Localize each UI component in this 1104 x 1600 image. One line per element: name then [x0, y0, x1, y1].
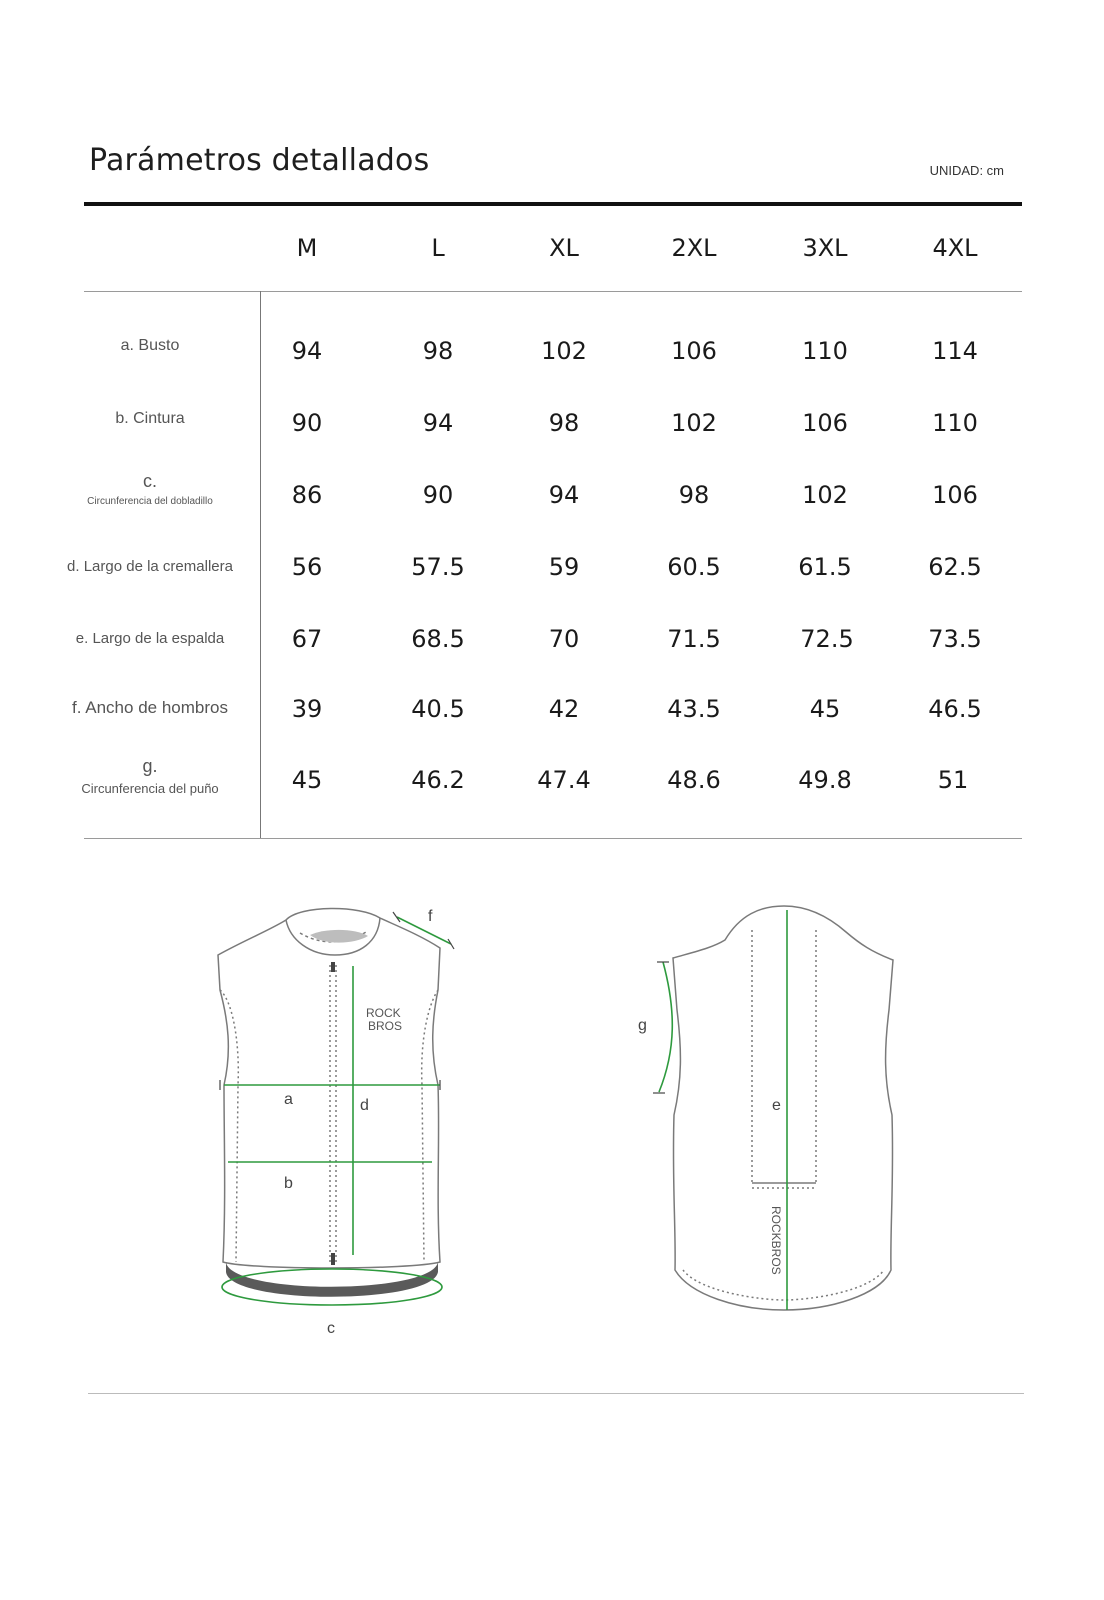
- label-e: e: [772, 1097, 781, 1114]
- front-logo-line1: ROCK: [366, 1006, 401, 1020]
- zipper-pull-bottom: [331, 1253, 335, 1265]
- table-cell: 72.5: [800, 625, 854, 653]
- table-cell: 106: [671, 337, 717, 365]
- table-cell: 45: [809, 695, 841, 723]
- row-label-cremallera: d. Largo de la cremallera: [67, 558, 233, 575]
- row-label-dobladillo: c. Circunferencia del dobladillo: [87, 471, 213, 507]
- table-cell: 106: [932, 481, 978, 509]
- label-b: b: [284, 1175, 293, 1192]
- table-cell: 46.5: [928, 695, 982, 723]
- table-cell: 40.5: [411, 695, 465, 723]
- table-cell: 39: [291, 695, 323, 723]
- table-cell: 94: [291, 337, 323, 365]
- table-cell: 68.5: [411, 625, 465, 653]
- front-logo-line2: BROS: [368, 1019, 403, 1033]
- table-cell: 49.8: [798, 766, 852, 794]
- label-c: c: [327, 1320, 335, 1337]
- table-cell: 70: [548, 625, 580, 653]
- table-cell: 56: [291, 553, 323, 581]
- label-f: f: [428, 908, 433, 925]
- row-label-espalda: e. Largo de la espalda: [75, 630, 225, 647]
- table-cell: 59: [548, 553, 580, 581]
- page-title: Parámetros detallados: [89, 143, 430, 178]
- label-a: a: [284, 1091, 293, 1108]
- column-header-l: L: [431, 234, 445, 262]
- hem-band: [226, 1262, 438, 1297]
- table-cell: 62.5: [928, 553, 982, 581]
- label-g: g: [638, 1017, 647, 1034]
- zipper-pull-top: [331, 962, 335, 972]
- back-logo: ROCKBROS: [769, 1206, 783, 1275]
- column-header-3xl: 3XL: [802, 234, 848, 262]
- table-cell: 102: [802, 481, 848, 509]
- table-bottom-divider: [84, 838, 1022, 839]
- table-cell: 110: [802, 337, 848, 365]
- table-cell: 60.5: [667, 553, 721, 581]
- table-cell: 114: [932, 337, 978, 365]
- table-cell: 102: [541, 337, 587, 365]
- header-divider: [84, 202, 1022, 206]
- table-header-divider: [84, 291, 1022, 292]
- table-cell: 106: [802, 409, 848, 437]
- table-cell: 67: [291, 625, 323, 653]
- table-cell: 48.6: [667, 766, 721, 794]
- column-header-m: M: [296, 234, 318, 262]
- column-header-4xl: 4XL: [932, 234, 978, 262]
- table-cell: 43.5: [667, 695, 721, 723]
- footer-divider: [88, 1393, 1024, 1394]
- table-cell: 86: [291, 481, 323, 509]
- table-cell: 98: [548, 409, 580, 437]
- measure-line-f: [397, 917, 451, 944]
- table-cell: 47.4: [537, 766, 591, 794]
- table-cell: 51: [937, 766, 969, 794]
- measurement-diagram: [0, 880, 1104, 1340]
- measure-arc-g: [659, 962, 672, 1092]
- table-cell: 71.5: [667, 625, 721, 653]
- row-label-puno: g. Circunferencia del puño: [81, 756, 219, 796]
- table-cell: 57.5: [411, 553, 465, 581]
- table-cell: 61.5: [798, 553, 852, 581]
- table-cell: 90: [422, 481, 454, 509]
- column-header-2xl: 2XL: [671, 234, 717, 262]
- row-label-cintura: b. Cintura: [115, 410, 185, 427]
- row-label-hombros: f. Ancho de hombros: [72, 698, 228, 717]
- front-vest-outline: [218, 908, 440, 1268]
- table-cell: 45: [291, 766, 323, 794]
- table-cell: 90: [291, 409, 323, 437]
- table-cell: 94: [422, 409, 454, 437]
- table-cell: 46.2: [411, 766, 465, 794]
- table-cell: 102: [671, 409, 717, 437]
- table-cell: 110: [932, 409, 978, 437]
- row-label-busto: a. Busto: [120, 337, 180, 354]
- label-d: d: [360, 1097, 369, 1114]
- table-cell: 98: [678, 481, 710, 509]
- table-cell: 94: [548, 481, 580, 509]
- table-cell: 98: [422, 337, 454, 365]
- unit-label: UNIDAD: cm: [929, 163, 1004, 178]
- table-cell: 42: [548, 695, 580, 723]
- table-cell: 73.5: [928, 625, 982, 653]
- column-header-xl: XL: [549, 234, 579, 262]
